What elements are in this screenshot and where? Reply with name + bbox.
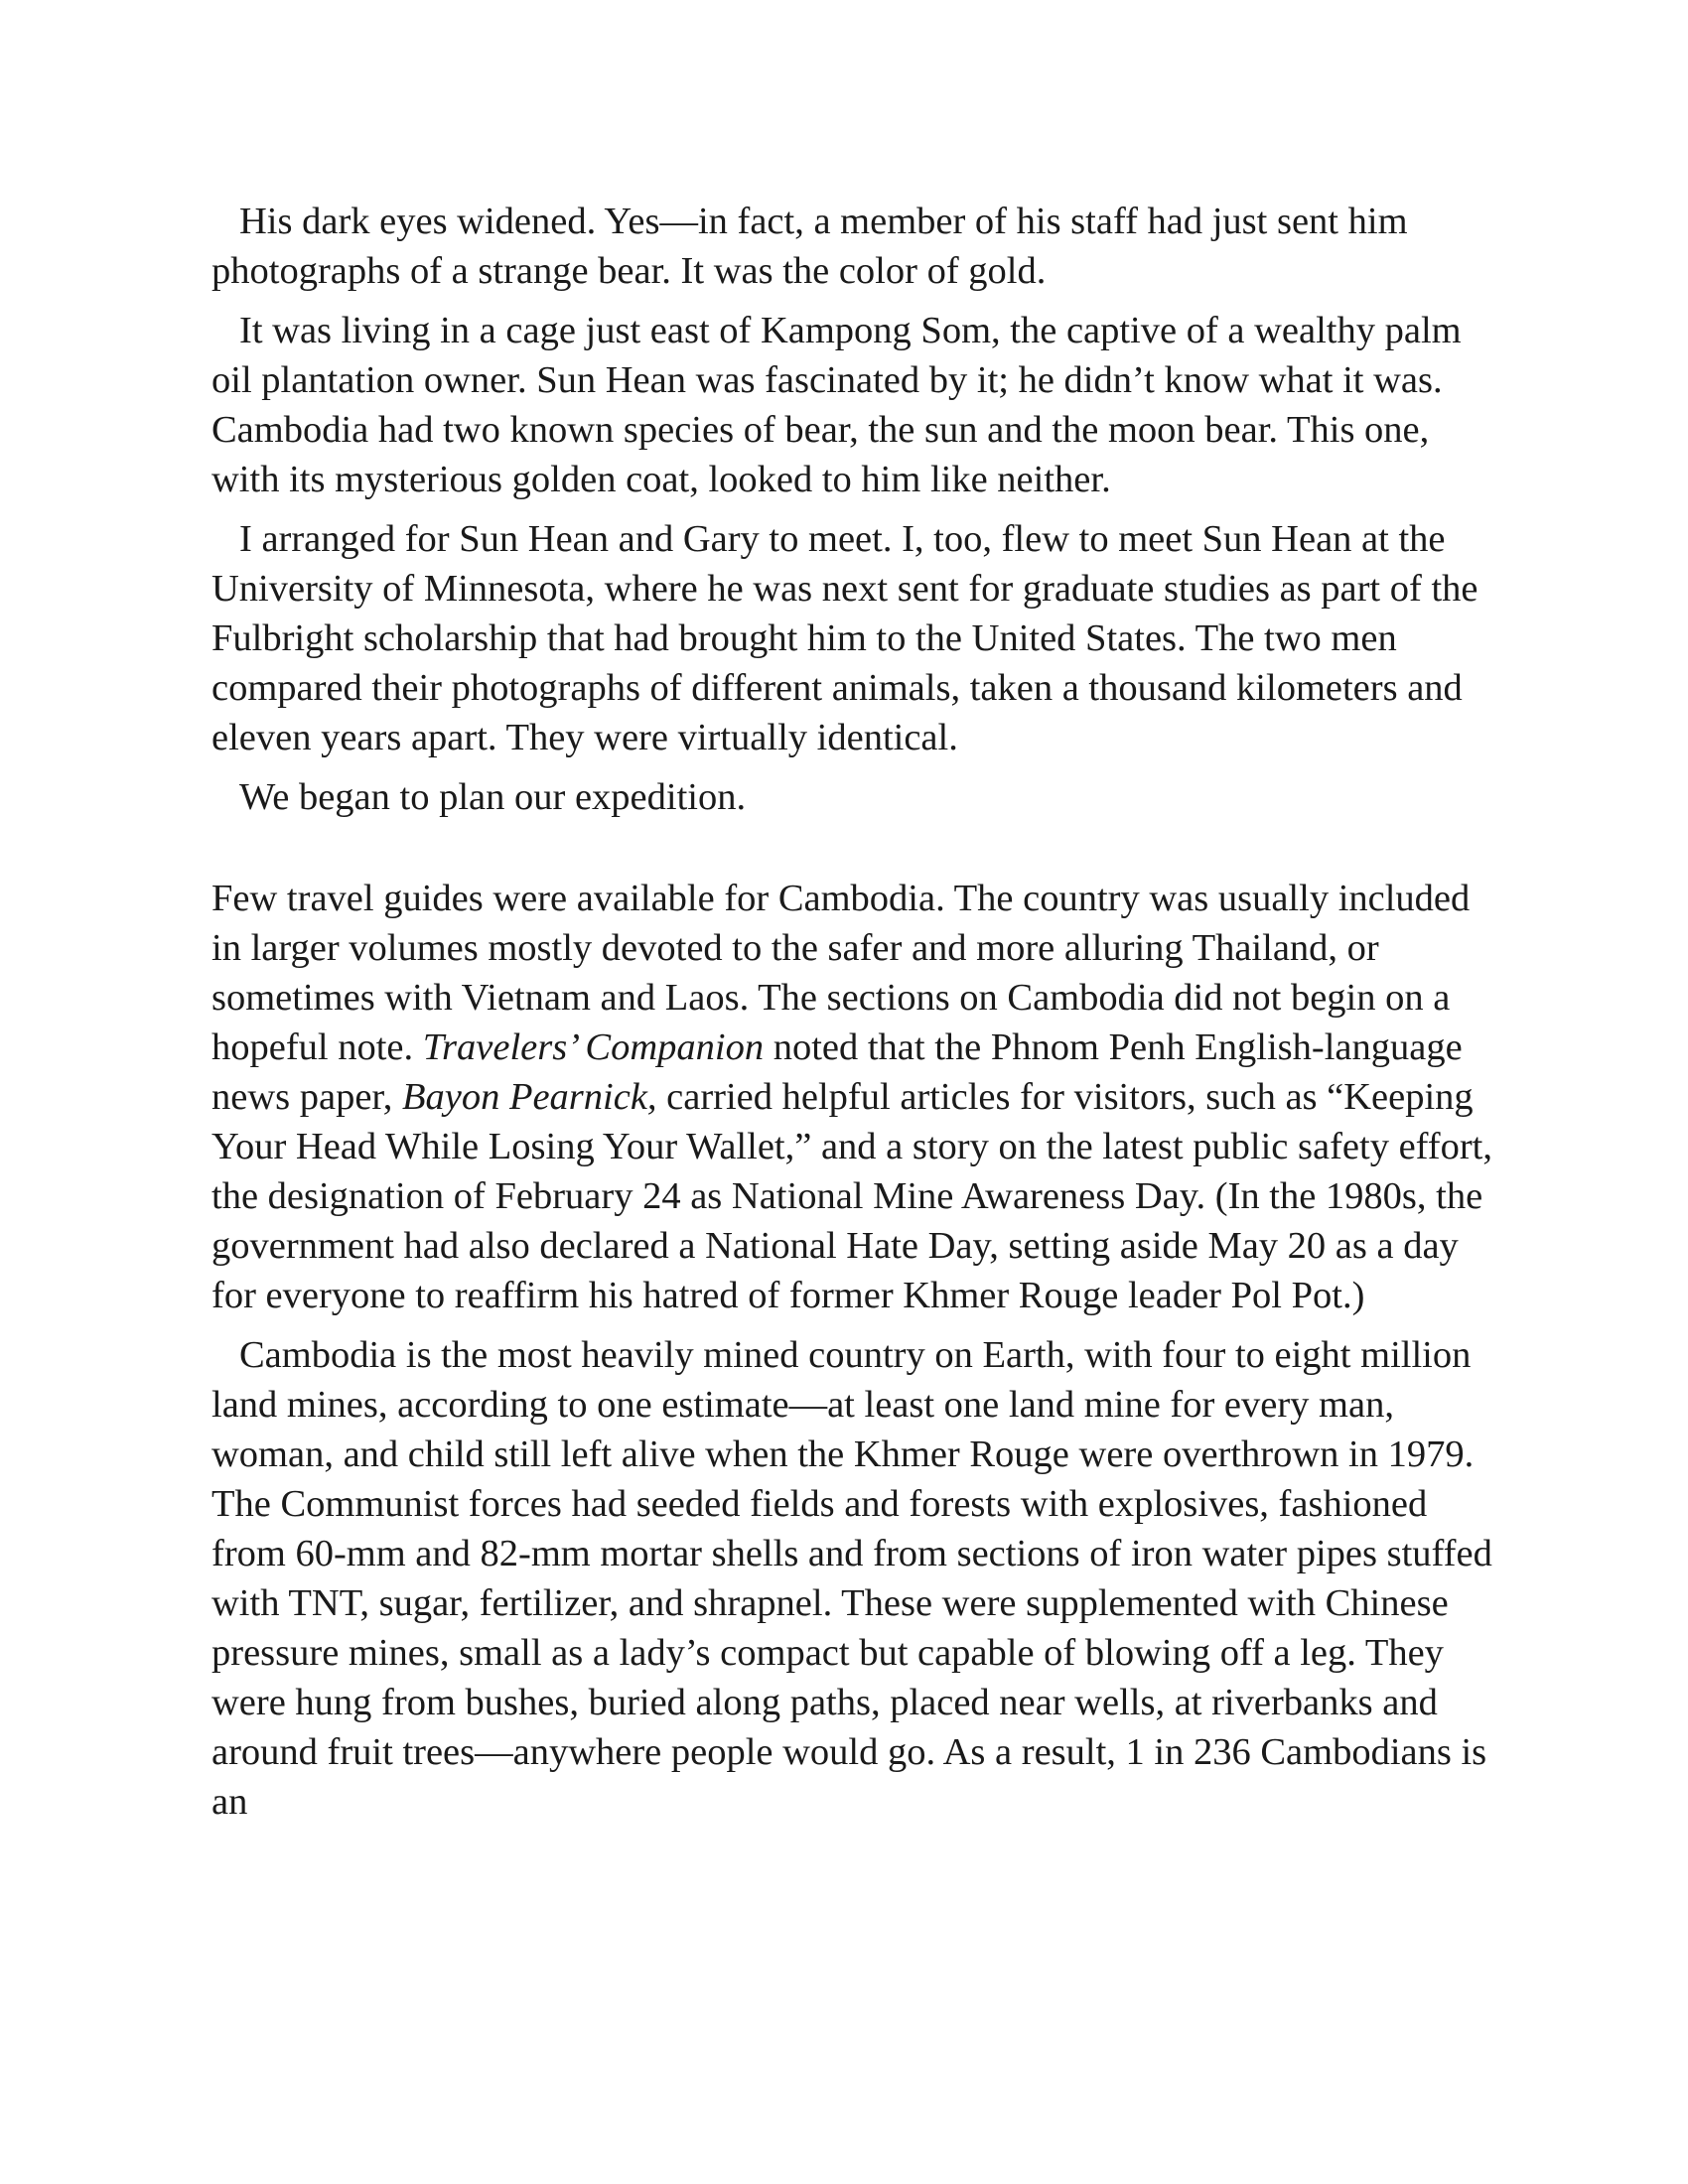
paragraph-expedition: We began to plan our expedition.	[239, 776, 747, 818]
newspaper-title-bayon-pearnick: Bayon Pearnick,	[401, 1076, 657, 1118]
book-title-travelers-companion: Travelers’ Companion	[422, 1026, 765, 1068]
paragraph-land-mines: Cambodia is the most heavily mined country on Earth, with four to eight million land mines, according to one estimate—at least one land mine for every man, woman, and child still left alive when the Khmer Rouge were overthrown in 1979. The Communist forces had seeded fields and forests with explosives, fashioned from 60-mm and 82-mm mortar shells and from sections of iron water pipes stuffed with TNT, sugar, fertilizer, and shrapnel. These were supplemented with Chinese pressure mines, small as a lady’s compact but capable of blowing off a leg. They were hung from bushes, buried along paths, placed near wells, at riverbanks and around fruit trees—anywhere people would go. As a result, 1 in 236 Cambodians is an	[211, 1334, 1492, 1823]
paragraph-eyes-widened: His dark eyes widened. Yes—in fact, a member of his staff had just sent him photographs of a strange bear. It was the color of gold.	[211, 201, 1408, 292]
paragraph-travel-guides	[211, 874, 1492, 1320]
paragraph-meeting: I arranged for Sun Hean and Gary to meet. I, too, flew to meet Sun Hean at the University of Minnesota, where he was next sent for graduate studies as part of the Fulbright scholarship that had brought him to the United States. The two men compared their photographs of different animals, taken a thousand kilometers and eleven years apart. They were virtually identical.	[211, 518, 1478, 758]
travel-guides-text-a: Few travel guides were available for Cambodia. The country was usually included in larger volumes mostly devoted to the safer and more alluring Thailand, or sometimes with Vietnam and Laos. The sections on Cambodia did not begin on a hopeful note.	[211, 878, 1471, 1068]
travel-guides-text-c: noted that the Phnom Penh English-language news paper,	[211, 1026, 1463, 1118]
document-page	[211, 197, 1492, 1827]
paragraph-caged-bear: It was living in a cage just east of Kampong Som, the captive of a wealthy palm oil plantation owner. Sun Hean was fascinated by it; he didn’t know what it was. Cambodia had two known species of bear, the sun and the moon bear. This one, with its mysterious golden coat, looked to him like neither.	[211, 310, 1462, 500]
travel-guides-text-e: carried helpful articles for visitors, such as “Keeping Your Head While Losing Your Wallet,” and a story on the latest public safety effort, the designation of February 24 as National Mine Awareness Day. (In the 1980s, the government had also declared a National Hate Day, setting aside May 20 as a day for everyone to reaffirm his hatred of former Khmer Rouge leader Pol Pot.)	[211, 1076, 1492, 1316]
